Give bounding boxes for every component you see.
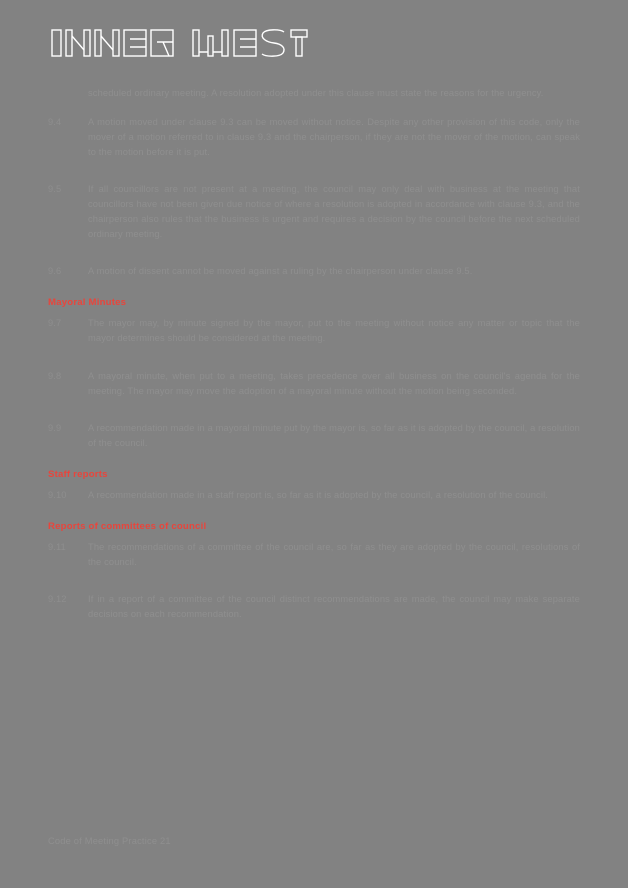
inner-west-logo [48,22,308,66]
clause-9-4 [48,115,580,160]
clause-number: 9.12 [48,593,67,604]
clause-9-10 [48,488,580,503]
clause-number: 9.9 [48,422,62,433]
continued-paragraph: scheduled ordinary meeting. A resolution adopted under this clause must state the reasons for the urgency. [88,88,544,98]
heading-reports-of-committees: Reports of committees of council [48,520,207,532]
heading-mayoral-minutes: Mayoral Minutes [48,297,127,309]
clause-text: A motion of dissent cannot be moved against a ruling by the chairperson under clause 9.5. [88,266,473,277]
clause-text: If in a report of a committee of the council distinct recommendations are made, the council may make separate decisions on each recommendation. [88,593,580,619]
clause-number: 9.5 [48,184,62,195]
clause-9-7 [48,316,580,346]
clause-9-8 [48,369,580,399]
inner-west-logo-icon [48,22,308,66]
clause-text: If all councillors are not present at a meeting, the council may only deal with business at the meeting that councillors have not been given due notice of where a resolution is adopted in accordance with clause 9.3, and the chairperson also rules that the business is urgent and requires a decision by the council before the next scheduled ordinary meeting. [88,184,580,240]
page-footer: Code of Meeting Practice 21 [48,836,171,846]
clause-text: A mayoral minute, when put to a meeting, takes precedence over all business on the council's agenda for the meeting. The mayor may move the adoption of a mayoral minute without the motion being seconded. [88,370,580,396]
clause-text: The mayor may, by minute signed by the mayor, put to the meeting without notice any matter or topic that the mayor determines should be considered at the meeting. [88,318,580,344]
clause-9-9 [48,421,580,451]
clause-number: 9.6 [48,266,62,277]
clause-number: 9.8 [48,370,62,381]
clause-text: A recommendation made in a mayoral minute put by the mayor is, so far as it is adopted by the council, a resolution of the council. [88,422,580,448]
clause-9-11 [48,540,580,570]
clause-number: 9.7 [48,318,62,329]
heading-staff-reports: Staff reports [48,468,108,480]
clause-text: A motion moved under clause 9.3 can be moved without notice. Despite any other provision of this code, only the mover of a motion referred to in clause 9.3 and the chairperson, if they are not the mover of the motion, can speak to the motion before it is put. [88,117,580,158]
clause-number: 9.4 [48,117,62,128]
clause-9-5 [48,182,580,242]
clause-number: 9.10 [48,489,67,500]
clause-text: A recommendation made in a staff report is, so far as it is adopted by the council, a resolution of the council. [88,489,549,500]
clause-number: 9.11 [48,541,66,552]
document-body [48,86,580,634]
clause-9-12 [48,592,580,622]
clause-text: The recommendations of a committee of the council are, so far as they are adopted by the council, resolutions of the council. [88,541,580,567]
clause-9-6 [48,264,580,279]
